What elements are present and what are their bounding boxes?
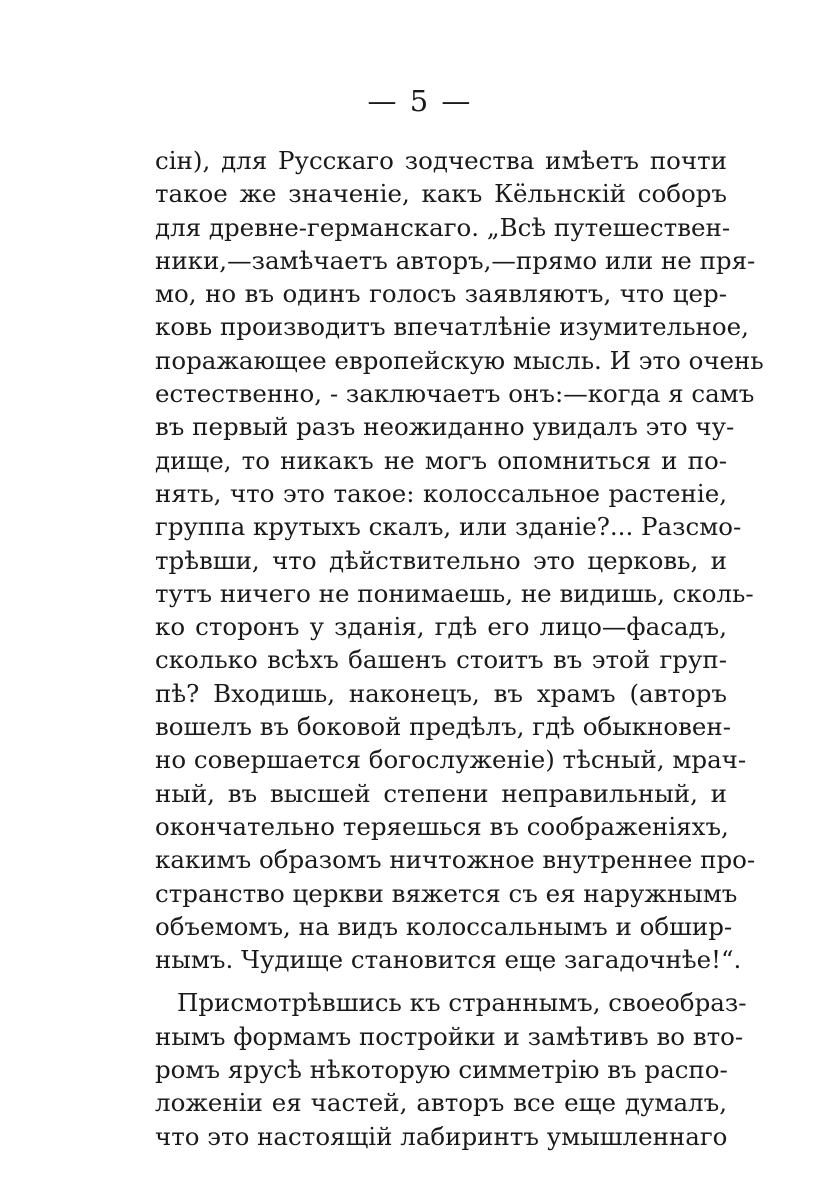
page-number: — 5 — [367,84,473,118]
text-line: ный, въ высшей степени неправильный, и [155,778,727,808]
text-line: но совершается богослуженіе) тѣсный, мрач- [155,745,747,775]
text-line: нять, что это такое: колоссальное растеніе, [155,478,727,508]
text-line: вошелъ въ боковой предѣлъ, гдѣ обыкновен- [155,712,732,742]
text-line: ложеніи ея частей, авторъ все еще думалъ, [155,1088,727,1118]
text-line: Присмотрѣвшись къ страннымъ, своеобраз- [177,988,747,1018]
paragraph [155,986,747,1152]
text-line: ко сторонъ у зданія, гдѣ его лицо—фасадъ, [155,612,727,642]
text-line: группа крутыхъ скалъ, или зданіе?... Разсмо- [155,512,742,542]
paragraph-gap [155,976,727,986]
text-line: нымъ. Чудище становится еще загадочнѣе!“. [155,945,742,975]
text-line: окончательно теряешься въ соображеніяхъ, [155,811,729,841]
text-line: естественно, - заключаетъ онъ:—когда я самъ [155,379,755,409]
text-line: какимъ образомъ ничтожное внутреннее про- [155,845,756,875]
text-line: объемомъ, на видъ колоссальнымъ и обшир- [155,911,733,941]
text-line: для древне-германскаго. „Всѣ путешествен- [155,212,731,242]
text-line: ковь производитъ впечатлѣніе изумительное, [155,312,749,342]
text-line: что это настоящій лабиринтъ умышленнаго [155,1121,728,1151]
text-line: ромъ ярусѣ нѣкоторую симметрію въ распо- [155,1055,728,1085]
text-line: такое же значеніе, какъ Кёльнскій соборъ [155,179,727,209]
text-line: пѣ? Входишь, наконецъ, въ храмъ (авторъ [155,678,727,708]
text-line: странство церкви вяжется съ ея наружнымъ [155,878,738,908]
text-line: сін), для Русскаго зодчества имѣетъ почти [155,146,727,175]
text-line: мо, но въ одинъ голосъ заявляютъ, что цер- [155,279,727,309]
body-text [155,144,764,1153]
text-line: сколько всѣхъ башенъ стоитъ въ этой груп- [155,645,727,675]
text-line: тутъ ничего не понимаешь, не видишь, сколь- [155,578,754,608]
paragraph [155,144,764,976]
text-line: поражающее европейскую мысль. И это очень [155,345,764,375]
text-line: ники,—замѣчаетъ авторъ,—прямо или не пря- [155,245,756,275]
text-line: трѣвши, что дѣйствительно это церковь, и [155,545,727,575]
text-line: нымъ формамъ постройки и замѣтивъ во вто- [155,1021,744,1051]
text-line: дище, то никакъ не могъ опомниться и по- [155,445,727,475]
text-line: въ первый разъ неожиданно увидалъ это чу- [155,412,735,442]
